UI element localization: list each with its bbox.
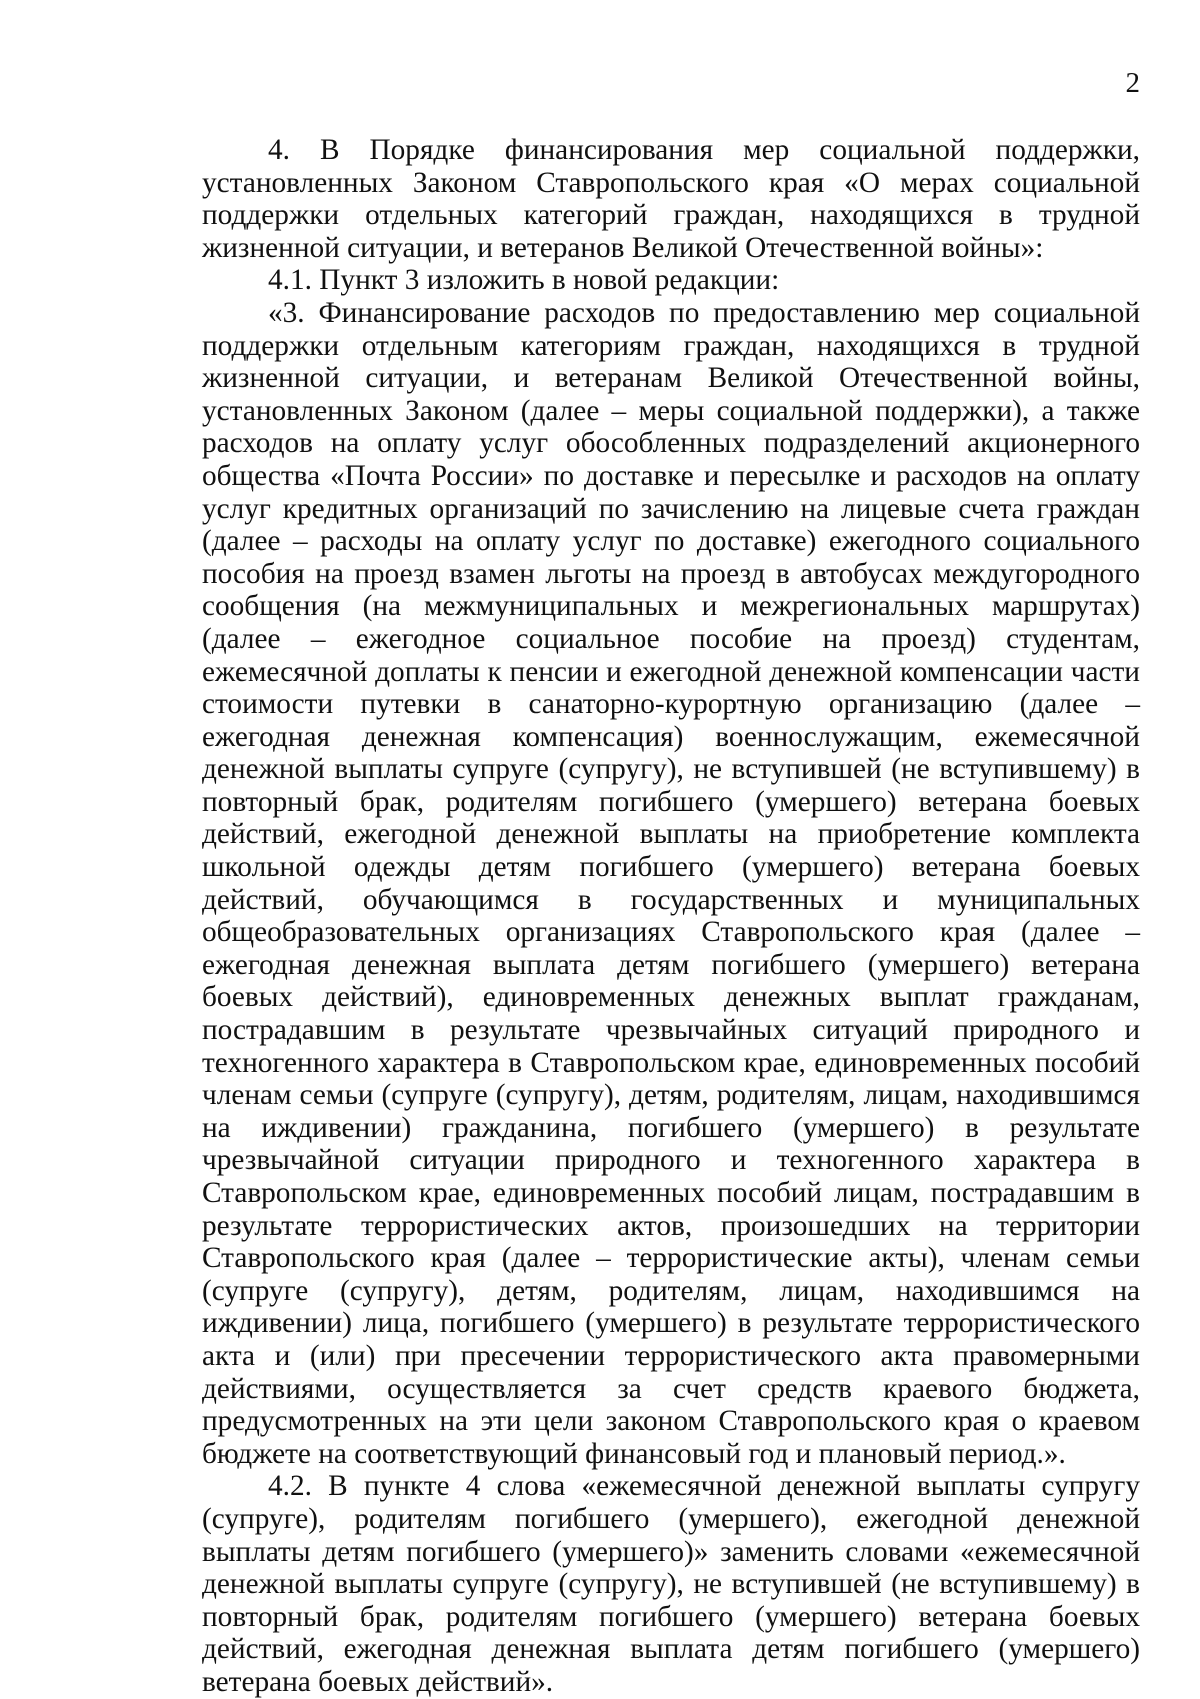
- paragraph-4: 4. В Порядке финансирования мер социальной поддержки, установленных Законом Ставропольского края «О мерах социальной поддержки отдельных категорий граждан, находящихся в трудной жизненной ситуации, и ветеранов Великой Отечественной войны»:: [202, 134, 1140, 264]
- paragraph-quoted-item-3: «3. Финансирование расходов по предоставлению мер социальной поддержки отдельным категориям граждан, находящихся в трудной жизненной ситуации, и ветеранам Великой Отечественной войны, установленных Законом (далее – меры социальной поддержки), а также расходов на оплату услуг обособленных подразделений акционерного общества «Почта России» по доставке и пересылке и расходов на оплату услуг кредитных организаций по зачислению на лицевые счета граждан (далее – расходы на оплату услуг по доставке) ежегодного социального пособия на проезд взамен льготы на проезд в автобусах междугородного сообщения (на межмуниципальных и межрегиональных маршрутах) (далее – ежегодное социальное пособие на проезд) студентам, ежемесячной доплаты к пенсии и ежегодной денежной компенсации части стоимости путевки в санаторно-курортную организацию (далее – ежегодная денежная компенсация) военнослужащим, ежемесячной денежной выплаты супруге (супругу), не вступившей (не вступившему) в повторный брак, родителям погибшего (умершего) ветерана боевых действий, ежегодной денежной выплаты на приобретение комплекта школьной одежды детям погибшего (умершего) ветерана боевых действий, обучающимся в государственных и муниципальных общеобразовательных организациях Ставропольского края (далее – ежегодная денежная выплата детям погибшего (умершего) ветерана боевых действий), единовременных денежных выплат гражданам, пострадавшим в результате чрезвычайных ситуаций природного и техногенного характера в Ставропольском крае, единовременных пособий членам семьи (супруге (супругу), детям, родителям, лицам, находившимся на иждивении) гражданина, погибшего (умершего) в результате чрезвычайной ситуации природного и техногенного характера в Ставропольском крае, единовременных пособий лицам, пострадавшим в результате террористических актов, произошедших на территории Ставропольского края (далее – террористические акты), членам семьи (супруге (супругу), детям, родителям, лицам, находившимся на иждивении) лица, погибшего (умершего) в результате террористического акта и (или) при пресечении террористического акта правомерными действиями, осуществляется за счет средств краевого бюджета, предусмотренных на эти цели законом Ставропольского края о краевом бюджете на соответствующий финансовый год и плановый период.».: [202, 296, 1140, 1470]
- document-body: [202, 134, 1140, 1699]
- paragraph-4-2: 4.2. В пункте 4 слова «ежемесячной денежной выплаты супругу (супруге), родителям погибшего (умершего), ежегодной денежной выплаты детям погибшего (умершего)» заменить словами «ежемесячной денежной выплаты супруге (супругу), не вступившей (не вступившему) в повторный брак, родителям погибшего (умершего) ветерана боевых действий, ежегодная денежная выплата детям погибшего (умершего) ветерана боевых действий».: [202, 1470, 1140, 1698]
- paragraph-4-1: 4.1. Пункт 3 изложить в новой редакции:: [268, 264, 780, 297]
- page-number: 2: [1125, 67, 1140, 99]
